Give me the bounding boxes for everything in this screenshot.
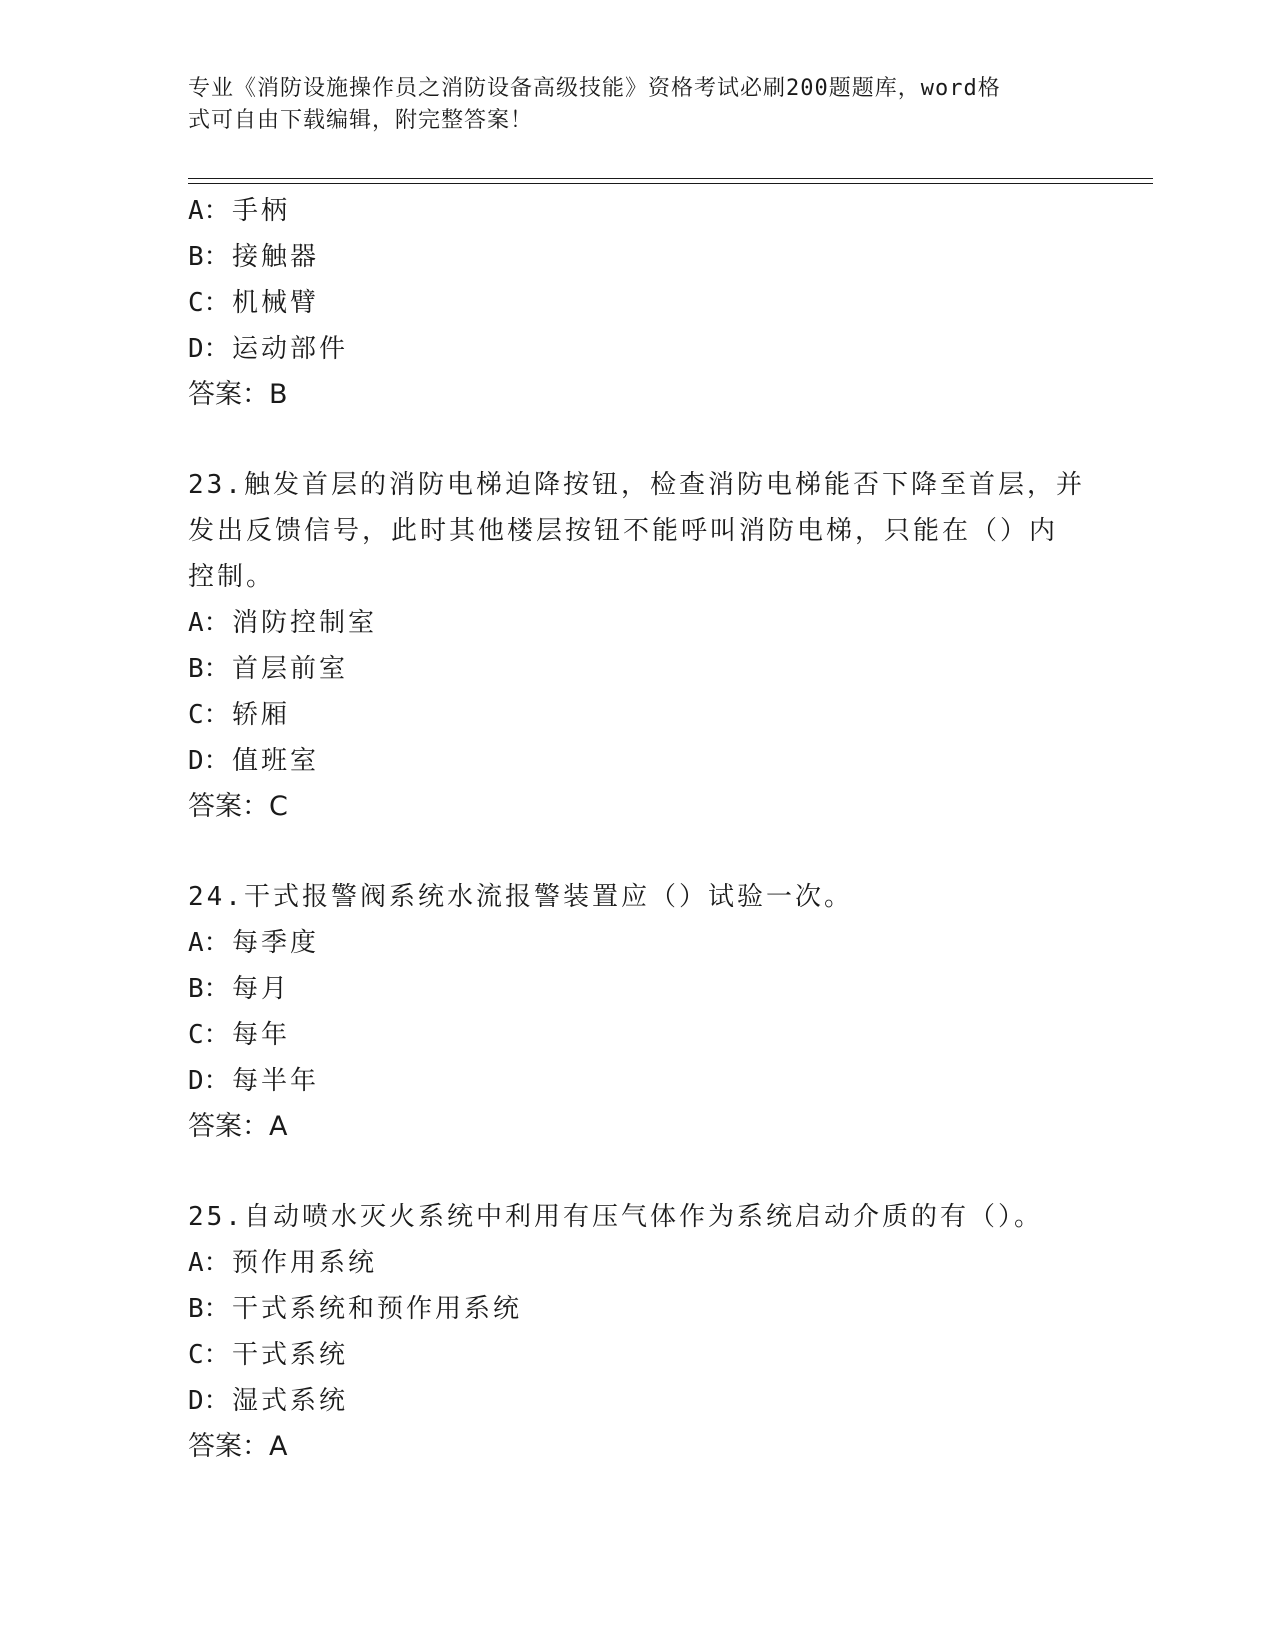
- answer-line: 答案：C: [188, 791, 288, 822]
- stem-line: 24.干式报警阀系统水流报警装置应（）试验一次。: [188, 882, 853, 912]
- option-text: 预作用系统: [232, 1248, 378, 1278]
- option-key: B：: [188, 654, 230, 684]
- option-key: A：: [188, 608, 230, 638]
- option-c: [188, 280, 1088, 326]
- option-key: A：: [188, 928, 230, 958]
- header-divider-bottom: [188, 183, 1153, 184]
- option-d: [188, 1058, 1088, 1104]
- carry-over-block: [188, 188, 1088, 418]
- option-text: 手柄: [232, 196, 291, 226]
- question-stem: [188, 874, 1088, 920]
- header-divider-top: [188, 178, 1153, 179]
- option-key: B：: [188, 242, 230, 272]
- answer-line: 答案：A: [188, 1431, 288, 1462]
- option-text: 首层前室: [232, 654, 349, 684]
- option-d: [188, 1378, 1088, 1424]
- option-text: 湿式系统: [232, 1386, 349, 1416]
- option-text: 机械臂: [232, 288, 320, 318]
- answer-line: 答案：A: [188, 1111, 288, 1142]
- question-stem: [188, 1194, 1088, 1240]
- option-key: D：: [188, 1386, 230, 1416]
- option-key: D：: [188, 334, 230, 364]
- option-b: [188, 966, 1088, 1012]
- option-b: [188, 646, 1088, 692]
- option-text: 轿厢: [232, 700, 291, 730]
- option-d: [188, 738, 1088, 784]
- option-text: 每月: [232, 974, 291, 1004]
- question-content: [188, 188, 1088, 1470]
- option-b: [188, 234, 1088, 280]
- stem-line: 控制。: [188, 562, 276, 592]
- question-stem: [188, 462, 1088, 600]
- option-c: [188, 1012, 1088, 1058]
- option-c: [188, 692, 1088, 738]
- option-a: [188, 188, 1088, 234]
- option-key: D：: [188, 1066, 230, 1096]
- option-text: 每季度: [232, 928, 320, 958]
- header-line-1: 专业《消防设施操作员之消防设备高级技能》资格考试必刷200题题库，word格: [188, 76, 1001, 101]
- option-text: 干式系统: [232, 1340, 349, 1370]
- option-key: C：: [188, 1020, 230, 1050]
- option-a: [188, 1240, 1088, 1286]
- option-text: 运动部件: [232, 334, 349, 364]
- stem-line: 25.自动喷水灭火系统中利用有压气体作为系统启动介质的有（）。: [188, 1202, 1043, 1232]
- option-text: 每年: [232, 1020, 291, 1050]
- question-24: [188, 874, 1088, 1150]
- answer-line: 答案：B: [188, 379, 288, 410]
- option-text: 消防控制室: [232, 608, 378, 638]
- option-text: 干式系统和预作用系统: [232, 1294, 523, 1324]
- stem-line: 23.触发首层的消防电梯迫降按钮，检查消防电梯能否下降至首层，并: [188, 470, 1085, 500]
- option-c: [188, 1332, 1088, 1378]
- option-key: A：: [188, 196, 230, 226]
- header-line-2: 式可自由下载编辑，附完整答案！: [188, 108, 534, 133]
- option-key: C：: [188, 288, 230, 318]
- option-a: [188, 920, 1088, 966]
- question-25: [188, 1194, 1088, 1470]
- option-text: 值班室: [232, 746, 320, 776]
- stem-line: 发出反馈信号，此时其他楼层按钮不能呼叫消防电梯，只能在（）内: [188, 516, 1059, 546]
- option-a: [188, 600, 1088, 646]
- option-key: B：: [188, 974, 230, 1004]
- option-key: C：: [188, 1340, 230, 1370]
- option-key: D：: [188, 746, 230, 776]
- option-b: [188, 1286, 1088, 1332]
- option-text: 接触器: [232, 242, 320, 272]
- option-key: A：: [188, 1248, 230, 1278]
- question-23: [188, 462, 1088, 830]
- option-text: 每半年: [232, 1066, 320, 1096]
- document-header: [188, 73, 1078, 137]
- option-d: [188, 326, 1088, 372]
- option-key: B：: [188, 1294, 230, 1324]
- option-key: C：: [188, 700, 230, 730]
